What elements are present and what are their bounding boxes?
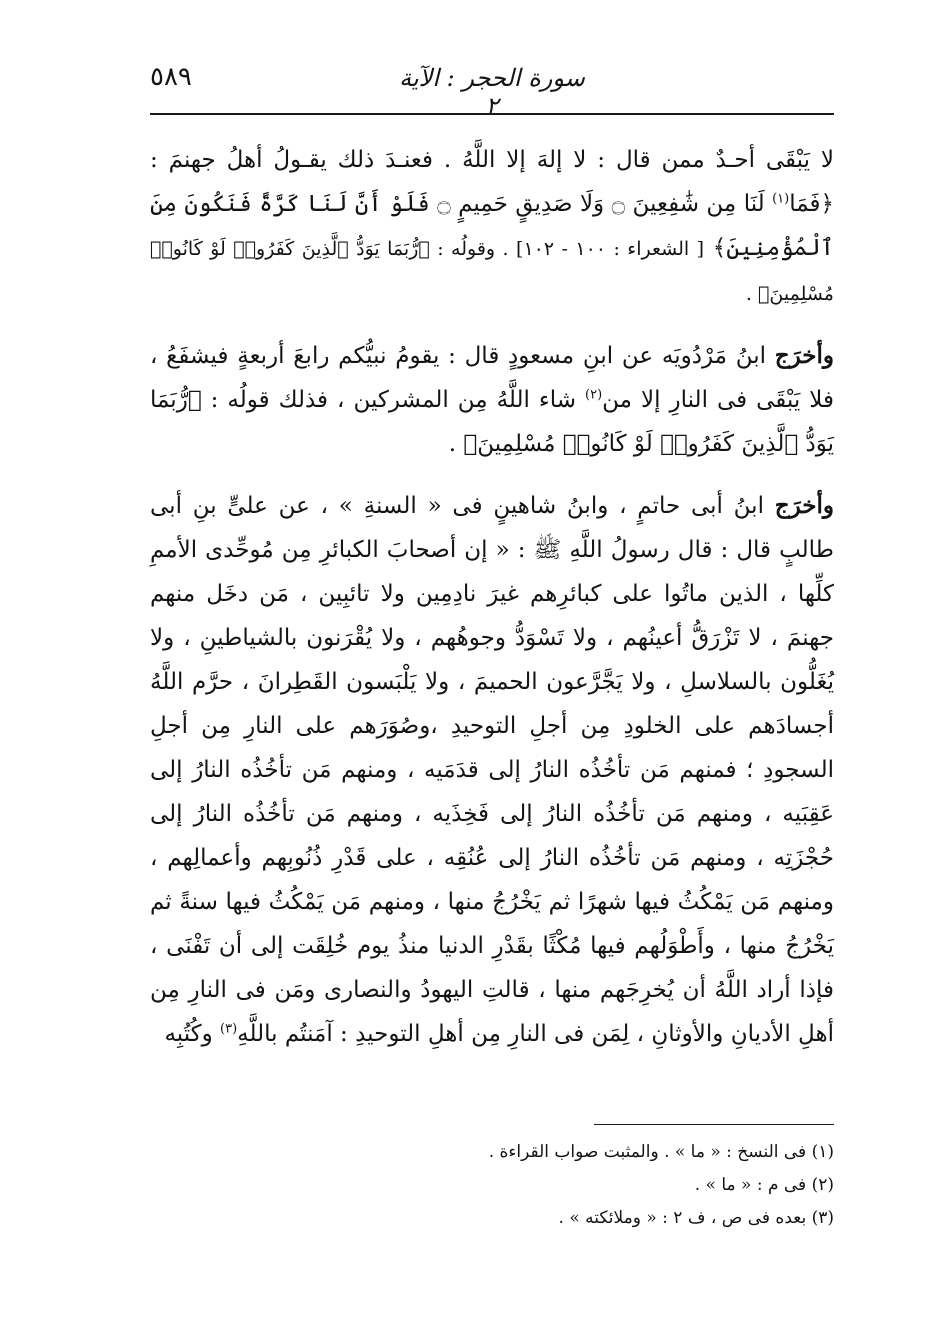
footnote-3: (٣) بعده فى ص ، ف ٢ : « وملائكته » . [558,1208,834,1228]
paragraph-1-line-3: [ الشعراء : ١٠٠ - ١٠٢] . وقولُه : ﴿رُّبَمَا يَوَدُّ ٱلَّذِينَ كَفَرُوا۟ لَوْ كَانُوا۟ مُسْلِمِينَ﴾ . [150,238,834,305]
paragraph-1-line-2: مِن شَٰفِعِينَ ۝ وَلَا صَدِيقٍ حَمِيمٍ ۝ فَلَوْ أَنَّ لَنَا كَرَّةً فَنَكُونَ مِنَ ٱلْمُؤْمِنِينَ﴾ [150,191,835,261]
paragraph-2-text-a: ابنُ مَرْدُويَه عن ابنِ مسعودٍ قال : يقومُ نبيُّكم رابعَ أربعةٍ فيشفَعُ ، فلا يَبْقَى فى النارِ إلا من [150,343,834,413]
footnote-rule [594,1124,834,1125]
main-text [150,138,834,1056]
paragraph-2-lead: وأخرَج [774,342,835,369]
page-header [150,62,834,120]
paragraph-2 [150,334,834,466]
paragraph-3 [150,484,834,1056]
paragraph-1-line-1: لا يَبْقَى أحـدٌ ممن قال : لا إلهَ إلا اللَّهُ . فعنـدَ ذلك يقـولُ أهلُ جهنمَ : ﴿فَمَا [150,147,835,217]
paragraph-1-line-1-end: لَنَا [743,191,765,217]
footnote-marker-3: (٣) [220,1021,238,1037]
footnote-marker-2: (٢) [585,387,603,403]
footnote-2: (٢) فى م : « ما » . [694,1175,834,1195]
header-rule [150,113,834,115]
page-number: ٥٨٩ [150,62,192,92]
paragraph-3-text-a: ابنُ أبى حاتمٍ ، وابنُ شاهينٍ فى « السنةِ » ، عن علىٍّ بنِ أبى طالبٍ قال : قال رسولُ اللَّهِ ﷺ : « إن أصحابَ الكبائرِ مِن مُوحِّدى الأممِ كلِّها ، الذين ماتُوا على كبائرِهم غيرَ نادِمِين ولا تائبِين ، مَن دخَل منهم جهنمَ ، لا تَزْرَقُّ أعينُهم ، ولا تَسْوَدُّ وجوهُهم ، ولا يُقْرَنون بالشياطينِ ، ولا يُغَلُّون بالسلاسلِ ، ولا يَجَّرَّعون الحميمَ ، ولا يَلْبَسون القَطِرانَ ، حرَّم اللَّهُ أجسادَهم على الخلودِ مِن أجلِ التوحيدِ ،وصُوَرَهم على النارِ مِن أجلِ السجودِ ؛ فمنهم مَن تأخُذُه النارُ إلى قدَمَيه ، ومنهم مَن تأخُذُه النارُ إلى عَقِبَيه ، ومنهم مَن تأخُذُه النارُ إلى فَخِذَيه ، ومنهم مَن تأخُذُه النارُ إلى حُجْزَتِه ، ومنهم مَن تأخُذُه النارُ إلى عُنُقِه ، على قَدْرِ ذُنُوبِهم وأعمالِهم ، ومنهم مَن يَمْكُثُ فيها شهرًا ثم يَخْرُجُ منها ، ومنهم مَن يَمْكُثُ فيها سنةً ثم يَخْرُجُ منها ، وأَطْوَلُهم فيها مُكْثًا بقَدْرِ الدنيا منذُ يوم خُلِقَت إلى أن تَفْنَى ، فإذا أراد اللَّهُ أن يُخرِجَهم منها ، قالتِ اليهودُ والنصارى ومَن فى النارِ مِن أهلِ الأديانِ والأوثانِ ، لِمَن فى النارِ مِن أهلِ التوحيدِ : آمَنتُم باللَّهِ [150,493,834,1047]
footnote-marker-1: (١) [772,191,790,207]
running-head: سورة الحجر : الآية ٢ [399,64,585,120]
footnote-1: (١) فى النسخ : « ما » . والمثبت صواب القراءة . [488,1142,834,1162]
paragraph-2-text-b: شاء اللَّهُ مِن المشركين ، فذلك قولُه : ﴿رُّبَمَا يَوَدُّ ٱلَّذِينَ كَفَرُوا۟ لَوْ كَانُوا۟ مُسْلِمِينَ﴾ . [150,387,834,457]
footnotes [150,1136,834,1235]
paragraph-3-lead: وأخرَج [774,492,834,519]
paragraph-3-text-b: وكُتُبِه [164,1021,213,1047]
paragraph-1 [150,138,834,316]
